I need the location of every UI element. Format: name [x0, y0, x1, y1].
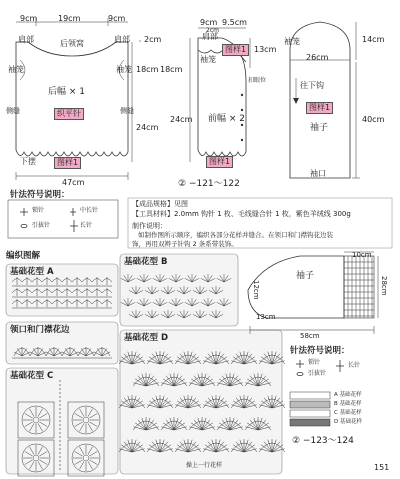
pattern-a-title: 基础花型 A [10, 267, 54, 277]
sleeve-cuff: 袖口 [310, 169, 326, 178]
back-side-right: 侧缝 [120, 107, 134, 115]
materials-tools: 【工具材料】2.0mm 钩针 1 枚、毛线缝合针 1 枚，紫色羊绒线 300g [132, 210, 351, 218]
front-pattern-1-bottom: 图样1 [206, 156, 233, 168]
materials-method-title: 制作说明： [132, 222, 167, 230]
sleeve-height-14: 14cm [362, 35, 385, 44]
page-number: 151 [374, 463, 390, 472]
front-width-label: 前幅 × 2 [208, 114, 245, 124]
legend-c: C 基础花样 [334, 410, 362, 416]
back-2cm: 2cm [144, 35, 162, 44]
back-height-24: 24cm [136, 123, 159, 132]
sleeve-width-26: 26cm [306, 53, 329, 62]
front-height-24: 24cm [170, 115, 193, 124]
front-shoulder: 肩部 [202, 32, 218, 41]
front-dim-95: 9.5cm [222, 18, 247, 27]
back-sleeve-left: 袖笼 [8, 65, 24, 74]
front-dim-2: 2cm [206, 27, 219, 34]
sleeve-height-40: 40cm [362, 115, 385, 124]
back-dim-right: 9cm [108, 14, 126, 23]
symbol-bottom-chain: 锁针 [308, 359, 321, 366]
materials-method-line1: 如制作图所示顺序，编织各部分花样并缝合。在领口和门襟钩花边装 [138, 231, 333, 239]
symbol-slip: 引拔针 [32, 222, 51, 229]
weave-title: 编织图解 [6, 251, 41, 261]
symbol-dc: 长针 [80, 222, 93, 229]
front-height-18: 18cm [160, 65, 183, 74]
sleeve-mountain: 袖笼 [284, 37, 300, 46]
back-pattern-1: 图样1 [54, 157, 81, 169]
neck-edge-title: 领口和门襟花边 [10, 325, 70, 335]
symbol-bottom-slip: 引拔针 [308, 370, 327, 377]
back-width-label: 后幅 × 1 [48, 87, 85, 97]
back-side-left: 侧缝 [6, 107, 20, 115]
materials-method-line2: 饰，再用双辫子针钩 2 条系带装饰。 [132, 240, 238, 248]
sleeve-bottom-label: 袖子 [296, 271, 315, 281]
back-dim-neck: 19cm [58, 14, 81, 23]
materials-size: 【成品规格】见图 [132, 200, 188, 208]
back-neck-label: 后领窝 [60, 39, 84, 48]
pattern-d-title: 基础花型 D [124, 333, 169, 343]
symbol-bottom-dc: 长针 [348, 362, 361, 369]
legend-d: D 基础花样 [334, 419, 362, 425]
sleeve-bottom-dim-58: 58cm [300, 332, 320, 340]
pattern-c-title: 基础花型 C [10, 371, 54, 381]
back-shoulder-left: 肩部 [18, 35, 34, 44]
sleeve-down: 往下钩 [300, 81, 324, 90]
symbol-hdc: 中长针 [80, 207, 99, 214]
pattern-d-note: 操上一行花样 [186, 462, 223, 469]
sleeve-bottom-dim-10: 10cm [352, 251, 372, 259]
legend-b: B 基础花样 [334, 401, 362, 407]
front-buttonhole: 扣眼位 [248, 77, 267, 84]
back-shoulder-right: 肩部 [114, 35, 130, 44]
front-dim-9: 9cm [200, 18, 218, 27]
back-hem: 下摆 [20, 157, 36, 166]
symbols-top-title: 针法符号说明： [10, 190, 70, 200]
sleeve-pattern-1: 图样1 [306, 102, 333, 114]
back-height-18: 18cm [136, 65, 159, 74]
symbol-chain: 锁针 [32, 207, 45, 214]
figure-number-top: ② −121～122 [178, 179, 240, 189]
sleeve-bottom-dim-12: 12cm [252, 280, 260, 300]
sleeve-bottom-dim-13: 13cm [256, 313, 276, 321]
back-sleeve-right: 袖笼 [116, 65, 132, 74]
sleeve-bottom-dim-28: 28cm [380, 276, 388, 296]
back-dim-left: 9cm [20, 14, 38, 23]
front-dim-13: 13cm [254, 45, 277, 54]
sleeve-label: 袖子 [310, 123, 329, 133]
front-sleeve: 袖笼 [200, 55, 216, 64]
back-pattern-plain: 织平针 [54, 108, 84, 120]
figure-number-bottom: ② −123～124 [292, 436, 354, 446]
front-pattern-1-top: 图样1 [222, 44, 249, 56]
pattern-b-title: 基础花型 B [124, 257, 168, 267]
back-width-47: 47cm [62, 178, 85, 187]
legend-a: A 基础花样 [334, 392, 362, 398]
symbols-bottom-title: 针法符号说明： [290, 346, 350, 356]
